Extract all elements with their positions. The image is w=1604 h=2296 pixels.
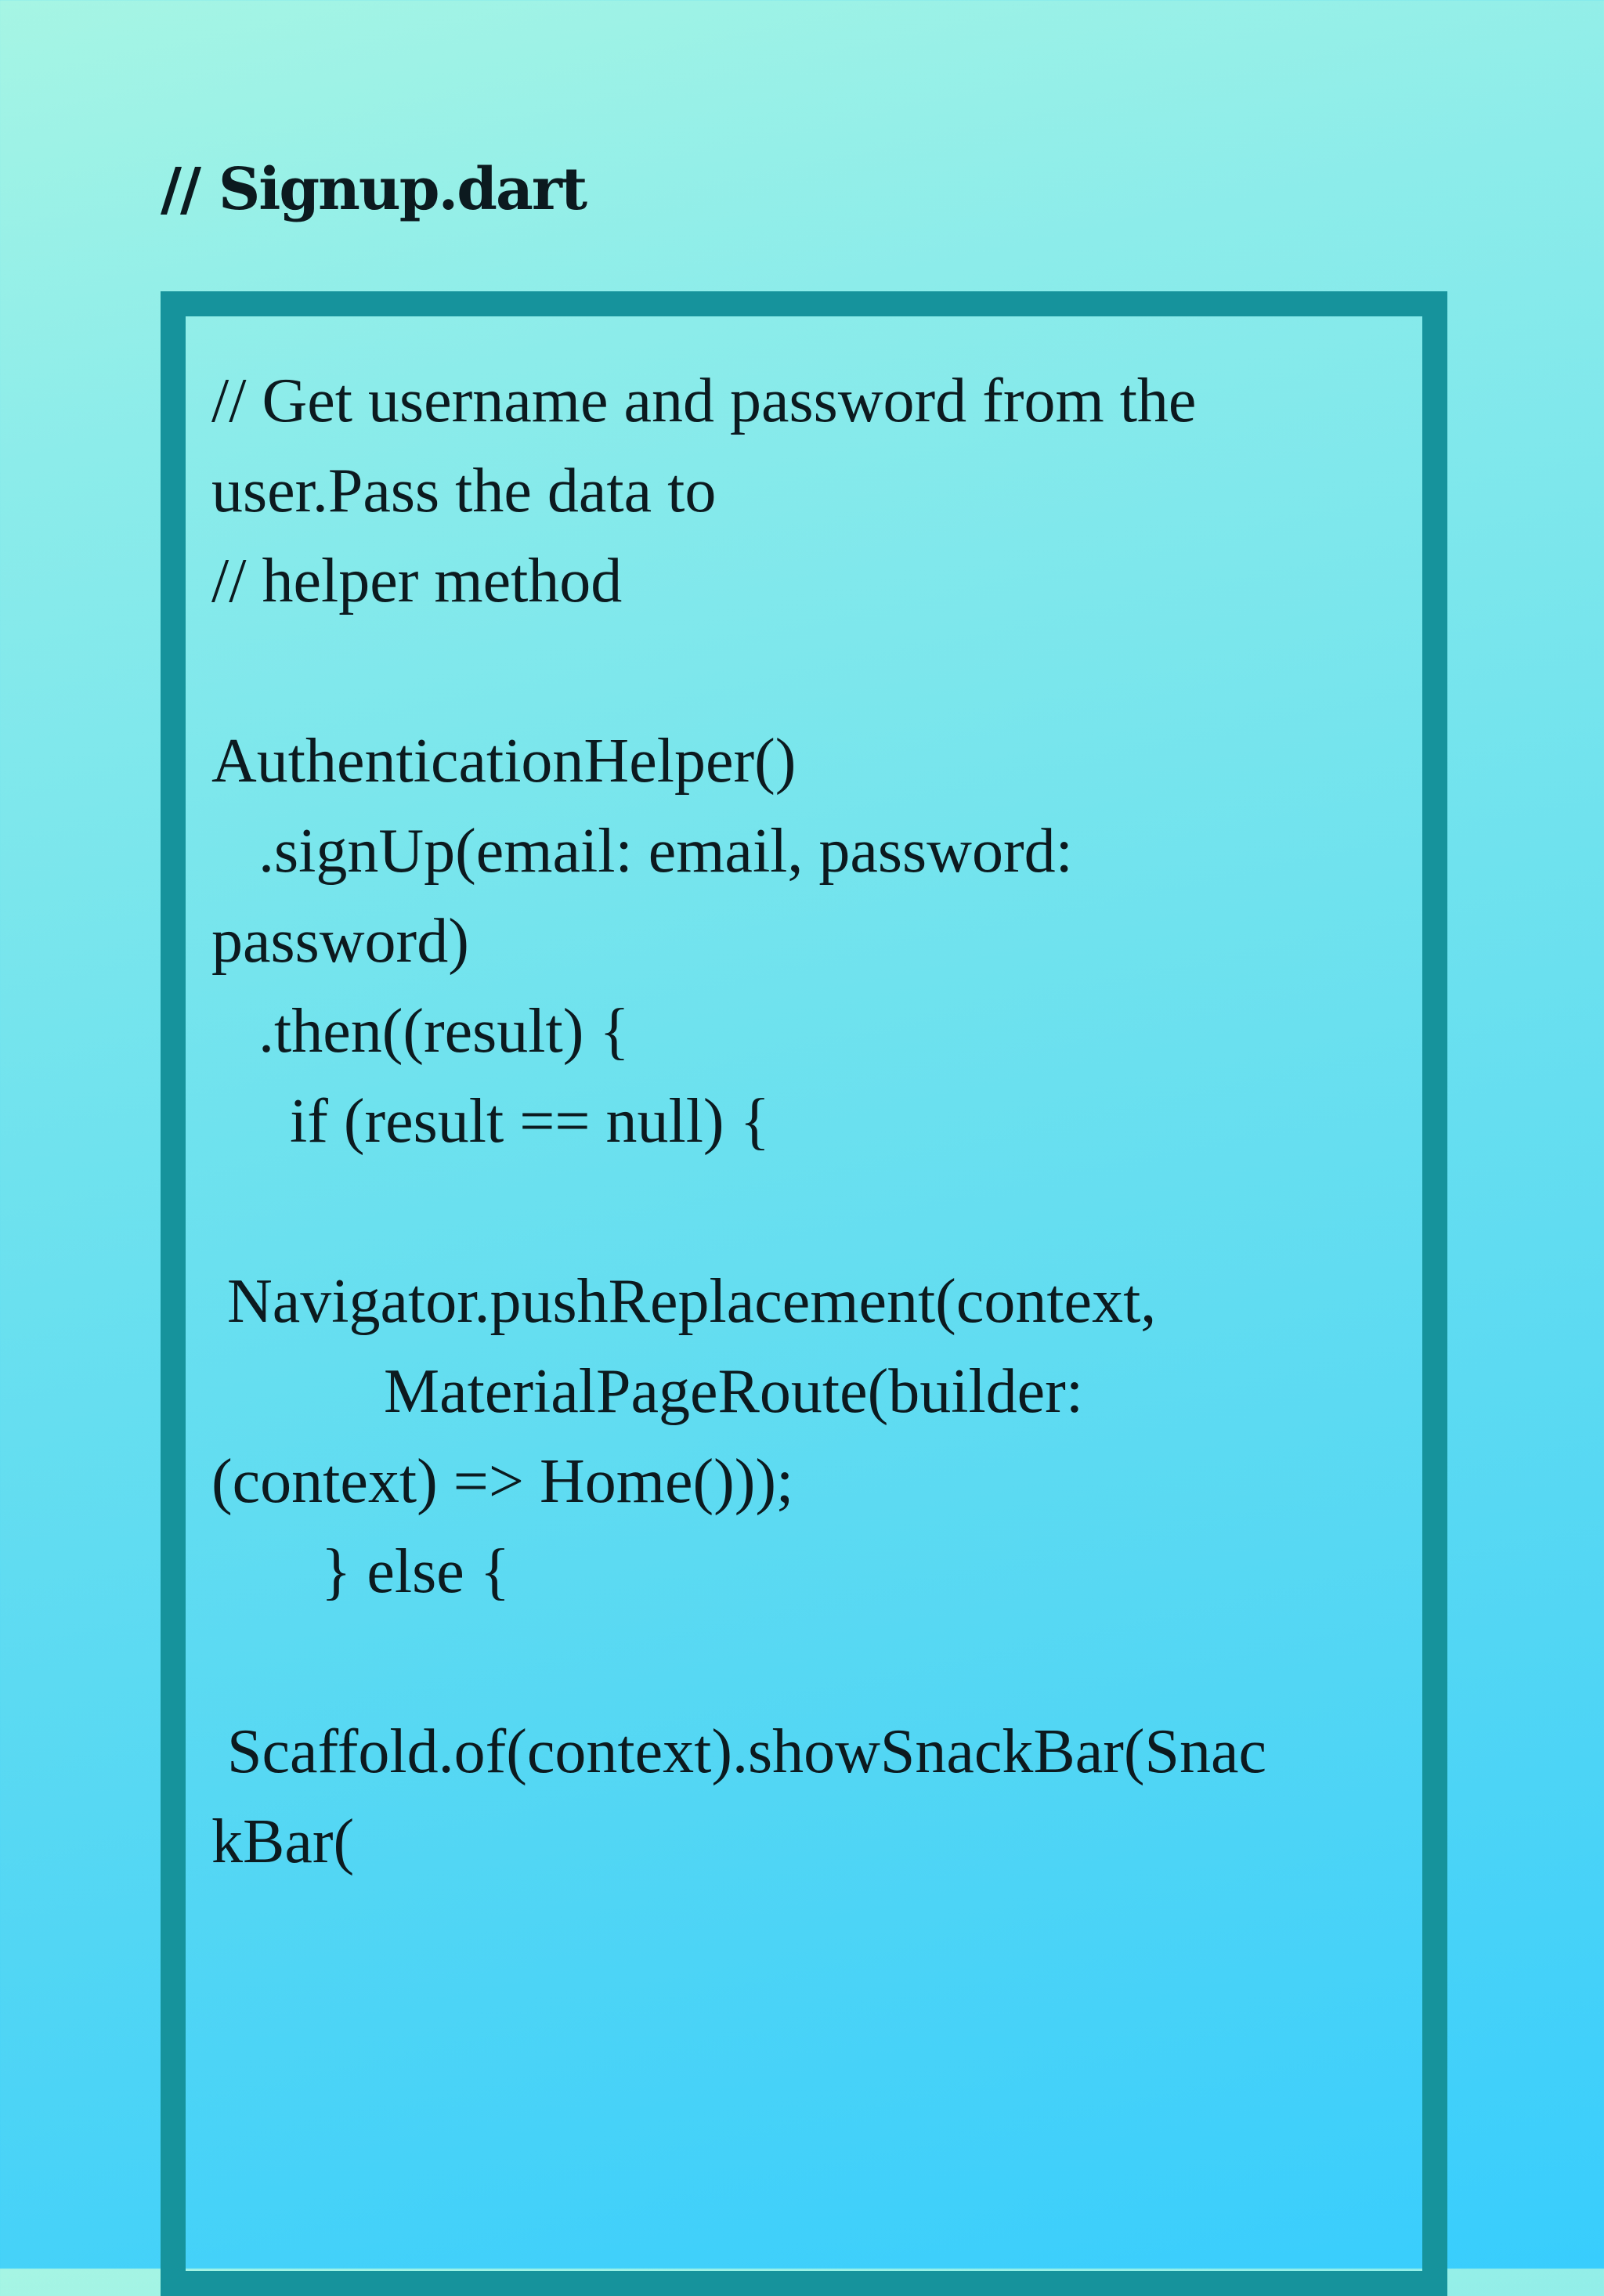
code-line: kBar( <box>211 1807 355 1876</box>
code-line: // helper method <box>211 547 623 616</box>
file-title: // Signup.dart <box>161 156 587 223</box>
code-line: password) <box>211 907 469 976</box>
code-line: MaterialPageRoute(builder: <box>211 1357 1084 1426</box>
code-line: .then((result) { <box>211 997 630 1066</box>
code-line: if (result == null) { <box>211 1087 770 1156</box>
code-line: (context) => Home())); <box>211 1447 794 1516</box>
code-line: // Get username and password from the <box>211 366 1197 435</box>
code-line: AuthenticationHelper() <box>211 727 797 796</box>
code-line: user.Pass the data to <box>211 457 717 525</box>
code-line <box>211 1617 1402 1707</box>
code-line: } else { <box>211 1537 511 1606</box>
code-line: Navigator.pushReplacement(context, <box>211 1267 1157 1336</box>
code-body <box>211 356 1402 1887</box>
code-line <box>211 1167 1402 1257</box>
code-line: .signUp(email: email, password: <box>211 817 1073 886</box>
code-line <box>211 626 1402 717</box>
code-line: Scaffold.of(context).showSnackBar(Snac <box>211 1717 1267 1786</box>
